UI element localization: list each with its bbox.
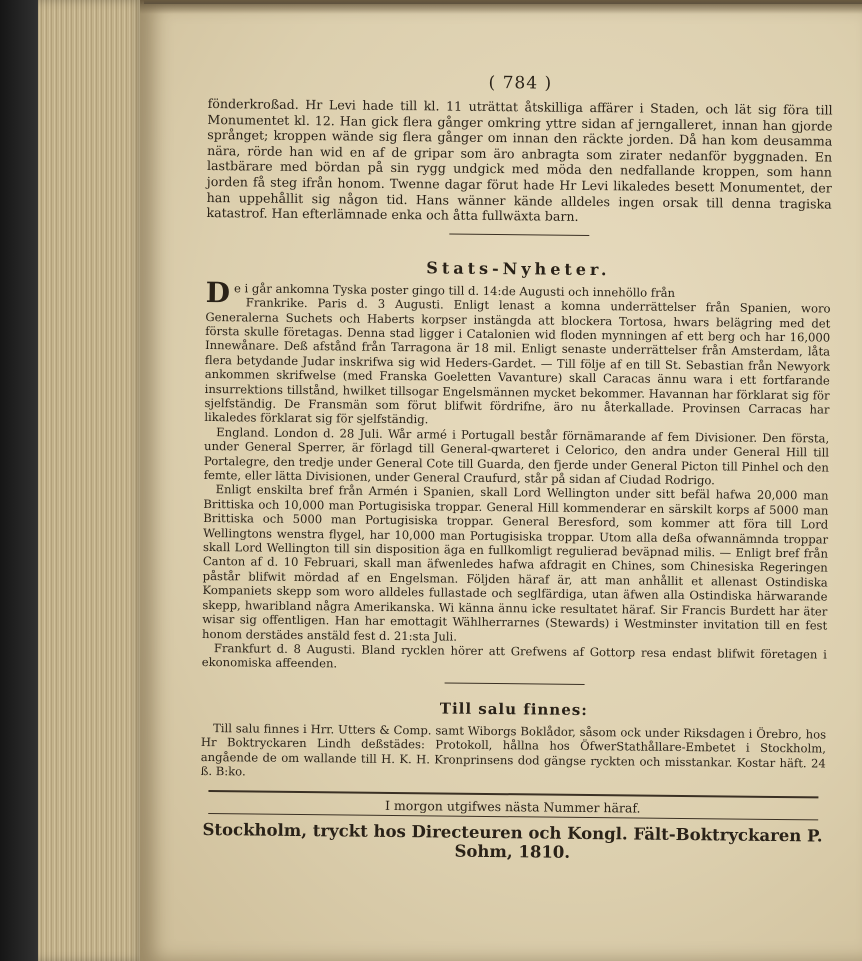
news-paragraph-spain: Enligt enskilta bref från Armén i Spanien, skall Lord Wellington under sitt befäl hafwa 20,000 man Brittiska och 10,000 man Portugisiska troppar. General Hill kommenderar en särskilt korps af 5000 man Brittiska och 5000 man Portugisiska troppar. General Beresford, som kommer att föra till Lord Wellingtons wenstra flygel, har 10,000 man Portugisiska troppar. Utom alla deßa ofwannämnda troppar skall Lord Wellington till sin disposition äga en fullkomligt regulierad beväpnad milis. — Enligt bref från Canton af d. 10 Februari, skall man äfwenledes hafwa afdragit en Chines, som Chinesiska Regeringen påstår blifwit mördad af en Engelsman. Följden häraf är, att man anhållit et allenast Ostindiska Kompaniets skepp som woro alldeles fullastade och seglfärdiga, utan äfwen alla Ostindiska härwarande skepp, hwaribland några Amerikanska. Wi känna ännu icke resultatet häraf. Sir Francis Burdett har äter wisar sig offentligen. Han har emottagit Wählherrarnes (Stewards) i Westminster invitation till en fest honom derstädes anstäld fest d. 21:sta Juli.: [202, 482, 829, 644]
news-intro-text: e i går ankomna Tyska poster gingo till d. 14:de Augusti och innehöllo från: [233, 281, 676, 300]
footer-note: I morgon utgifwes nästa Nummer häraf.: [384, 798, 641, 816]
news-paragraph-england: England. London d. 28 Juli. Wår armé i Portugall består förnämarande af fem Divisioner. Den första, under General Sperrer, är förlagd till General-qwarteret i Celorico, den andra under General Hill till Portalegre, den tredje under General Cote till Guarda, den fjerde under General Picton till Pinhel och den femte, eller lätta Divisionen, under General Craufurd, står på sidan af Ciudad Rodrigo.: [203, 424, 830, 488]
news-paragraph-frankfurt: Frankfurt d. 8 Augusti. Bland rycklen hörer att Grefwens af Gottorp resa endast blifwit företagen i ekonomiska affeenden.: [201, 641, 827, 671]
page-content: [200, 70, 833, 865]
page-top-shadow: [140, 0, 862, 14]
for-sale-title: Till salu finnes:: [439, 699, 588, 719]
article-text: fönderkroßad. Hr Levi hade till kl. 11 uträttat åtskilliga affärer i Staden, och lät sig föra till Monumentet kl. 12. Han gick flera gånger omkring yttre sidan af jerngalleret, innan han gjorde språnget; kroppen wände sig flera gånger om innan den räckte jorden. Då han kom deusamma nära, rörde han wid en af de gripar som äro anbragta som zirater nedanför byggnaden. En lastbärare med bördan på sin rygg undgick med möda den nedfallande kroppen, som hann jorden få steg ifrån honom. Twenne dagar förut hade Hr Levi likaledes besett Monumentet, der han uppehållit sig någon tid. Hans wänner kände alldeles ingen orsak till denna tragiska katastrof. Han efterlämnade enka och åtta fullwäxta barn.: [206, 95, 833, 225]
imprint-line: Stockholm, tryckt hos Directeuren och Kongl. Fält-Boktryckaren P. Sohm, 1810.: [202, 820, 823, 863]
dropcap-letter: D: [205, 275, 231, 309]
article-end-rule: [449, 233, 589, 235]
book-page-edges: [38, 0, 144, 961]
news-paragraph-france: Frankrike. Paris d. 3 Augusti. Enligt lenast a komna underrättelser från Spanien, woro Generalerna Suchets och Haberts korpser instängda att blockera Tortosa, hwars belägring med det första skulle företagas. Denna stad ligger i Catalonien wid floden mynningen af ett berg och har 16,000 Innewånare. Deß afstånd från Tarragona är 18 mil. Enligt senaste underrättelser från Amsterdam, låta flera betydande Judar inskrifwa sig wid Heders-Gardet. — Till följe af en till St. Sebastian från Newyork ankommen skrifwelse (med Franska Goeletten Vavanture) skall Caracas ännu wara i ett fortfarande insurrektions tillstånd, hwilket tillsogar Engelsmännen mycket bekommer. Havannan har förklarat sig för sjelfständig. De Fransmän som förut blifwit fördrifne, äro nu återkallade. Provinsen Carracas har likaledes förklarat sig för sjelfständig.: [204, 295, 831, 427]
page-number: ( 784 ): [488, 72, 553, 94]
news-end-rule: [444, 682, 584, 684]
news-section-title: Stats-Nyheter.: [426, 258, 611, 279]
for-sale-text: Till salu finnes i Hrr. Utters & Comp. samt Wiborgs Boklådor, såsom ock under Riksdagen i Örebro, hos Hr Boktryckaren Lindh deßstädes: Protokoll, hållna hos ÖfwerStathållare-Embetet i Stockholm, angående de om wallande till H. K. H. Kronprinsens dod gängse ryckten och misstankar. Kostar häft. 24 ß. B:ko.: [200, 720, 827, 779]
